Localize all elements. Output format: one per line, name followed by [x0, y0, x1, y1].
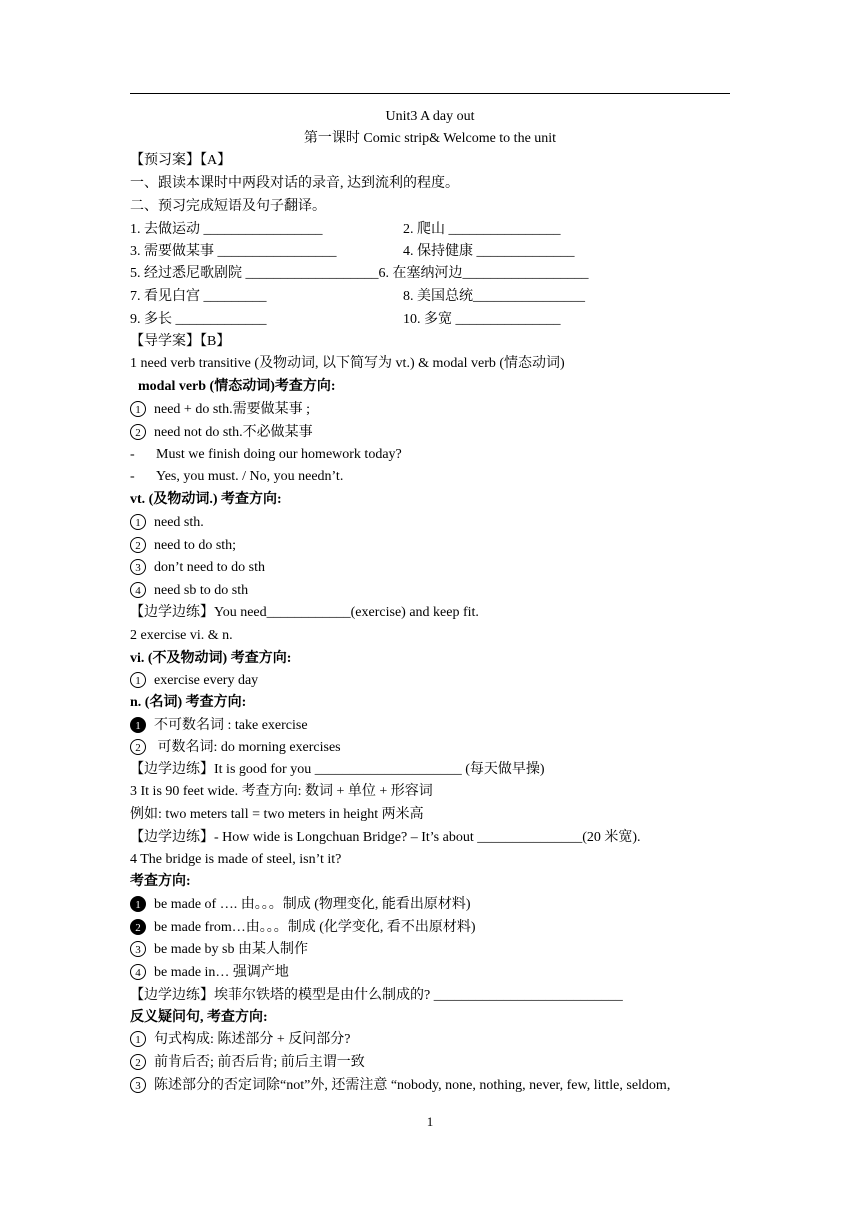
phrase-left: 5. 经过悉尼歌剧院 ___________________6. 在塞纳河边__________________: [130, 266, 589, 281]
circled-number: 3: [130, 941, 146, 957]
doc-subtitle: 第一课时 Comic strip& Welcome to the unit: [303, 131, 557, 146]
circled-number: 3: [130, 559, 146, 575]
task-1: 一、跟读本课时中两段对话的录音, 达到流利的程度。: [130, 176, 459, 191]
dialog-line: - Must we finish doing our homework today?: [130, 447, 402, 462]
practice-1: 【边学边练】You need____________(exercise) and keep fit.: [130, 605, 479, 620]
circled-number: 3: [130, 1077, 146, 1093]
practice-3: 【边学边练】- How wide is Longchuan Bridge? – It’s about _______________(20 米宽).: [130, 830, 641, 845]
phrase-right: 8. 美国总统________________: [403, 289, 585, 304]
n-heading: n. (名词) 考查方向:: [130, 695, 247, 710]
list-item: 1 need + do sth.需要做某事 ;: [130, 400, 310, 420]
guide-heading: 【导学案】【B】: [130, 334, 231, 349]
tag-question-heading: 反义疑问句, 考查方向:: [130, 1010, 268, 1025]
list-item: 1 be made of …. 由。。。制成 (物理变化, 能看出原材料): [130, 895, 471, 915]
list-item: 1 exercise every day: [130, 671, 258, 691]
list-item: 4 need sb to do sth: [130, 581, 248, 601]
list-item: 2 可数名词: do morning exercises: [130, 738, 341, 758]
list-item: 3 陈述部分的否定词除“not”外, 还需注意 “nobody, none, nothing, never, few, little, seldom,: [130, 1076, 670, 1096]
circled-number: 2: [130, 1054, 146, 1070]
practice-4: 【边学边练】埃菲尔铁塔的模型是由什么制成的? ___________________________: [130, 988, 623, 1003]
phrase-right: 4. 保持健康 ______________: [403, 244, 575, 259]
phrase-left: 3. 需要做某事 _________________: [130, 244, 337, 259]
preview-heading: 【预习案】【A】: [130, 153, 232, 168]
list-item: 1 need sth.: [130, 513, 204, 533]
section-4-heading: 考查方向:: [130, 874, 191, 889]
list-item: 2 be made from…由。。。制成 (化学变化, 看不出原材料): [130, 918, 476, 938]
page-number: 1: [426, 1114, 434, 1129]
phrase-left: 7. 看见白宫 _________: [130, 289, 267, 304]
modal-heading: modal verb (情态动词)考查方向:: [138, 379, 336, 394]
circled-number: 1: [130, 514, 146, 530]
dialog-line: - Yes, you must. / No, you needn’t.: [130, 469, 344, 484]
section-1-title: 1 need verb transitive (及物动词, 以下简写为 vt.) & modal verb (情态动词): [130, 356, 565, 371]
list-item: 3 be made by sb 由某人制作: [130, 940, 308, 960]
list-item: 1 句式构成: 陈述部分 + 反问部分?: [130, 1030, 351, 1050]
vi-heading: vi. (不及物动词) 考查方向:: [130, 651, 292, 666]
circled-number: 2: [130, 424, 146, 440]
list-item: 4 be made in… 强调产地: [130, 963, 289, 983]
task-2: 二、预习完成短语及句子翻译。: [130, 199, 326, 214]
header-rule: [130, 93, 730, 94]
section-4-title: 4 The bridge is made of steel, isn’t it?: [130, 852, 342, 867]
circled-number: 1: [130, 717, 146, 733]
section-2-title: 2 exercise vi. & n.: [130, 628, 233, 643]
circled-number: 1: [130, 401, 146, 417]
circled-number: 2: [130, 739, 146, 755]
phrase-left: 1. 去做运动 _________________: [130, 222, 323, 237]
phrase-left: 9. 多长 _____________: [130, 312, 267, 327]
circled-number: 4: [130, 582, 146, 598]
vt-heading: vt. (及物动词.) 考查方向:: [130, 492, 282, 507]
section-3-example: 例如: two meters tall = two meters in height 两米高: [130, 807, 424, 822]
doc-title: Unit3 A day out: [385, 109, 475, 124]
list-item: 2 need to do sth;: [130, 536, 236, 556]
circled-number: 2: [130, 537, 146, 553]
section-3-title: 3 It is 90 feet wide. 考查方向: 数词 + 单位 + 形容词: [130, 784, 433, 799]
circled-number: 4: [130, 964, 146, 980]
circled-number: 1: [130, 672, 146, 688]
phrase-right: 2. 爬山 ________________: [403, 222, 561, 237]
list-item: 2 前肯后否; 前否后肯; 前后主谓一致: [130, 1053, 365, 1073]
circled-number: 2: [130, 919, 146, 935]
practice-2: 【边学边练】It is good for you _____________________ (每天做早操): [130, 762, 545, 777]
list-item: 1 不可数名词 : take exercise: [130, 716, 308, 736]
phrase-right: 10. 多宽 _______________: [403, 312, 561, 327]
circled-number: 1: [130, 1031, 146, 1047]
list-item: 2 need not do sth.不必做某事: [130, 423, 313, 443]
circled-number: 1: [130, 896, 146, 912]
list-item: 3 don’t need to do sth: [130, 558, 265, 578]
